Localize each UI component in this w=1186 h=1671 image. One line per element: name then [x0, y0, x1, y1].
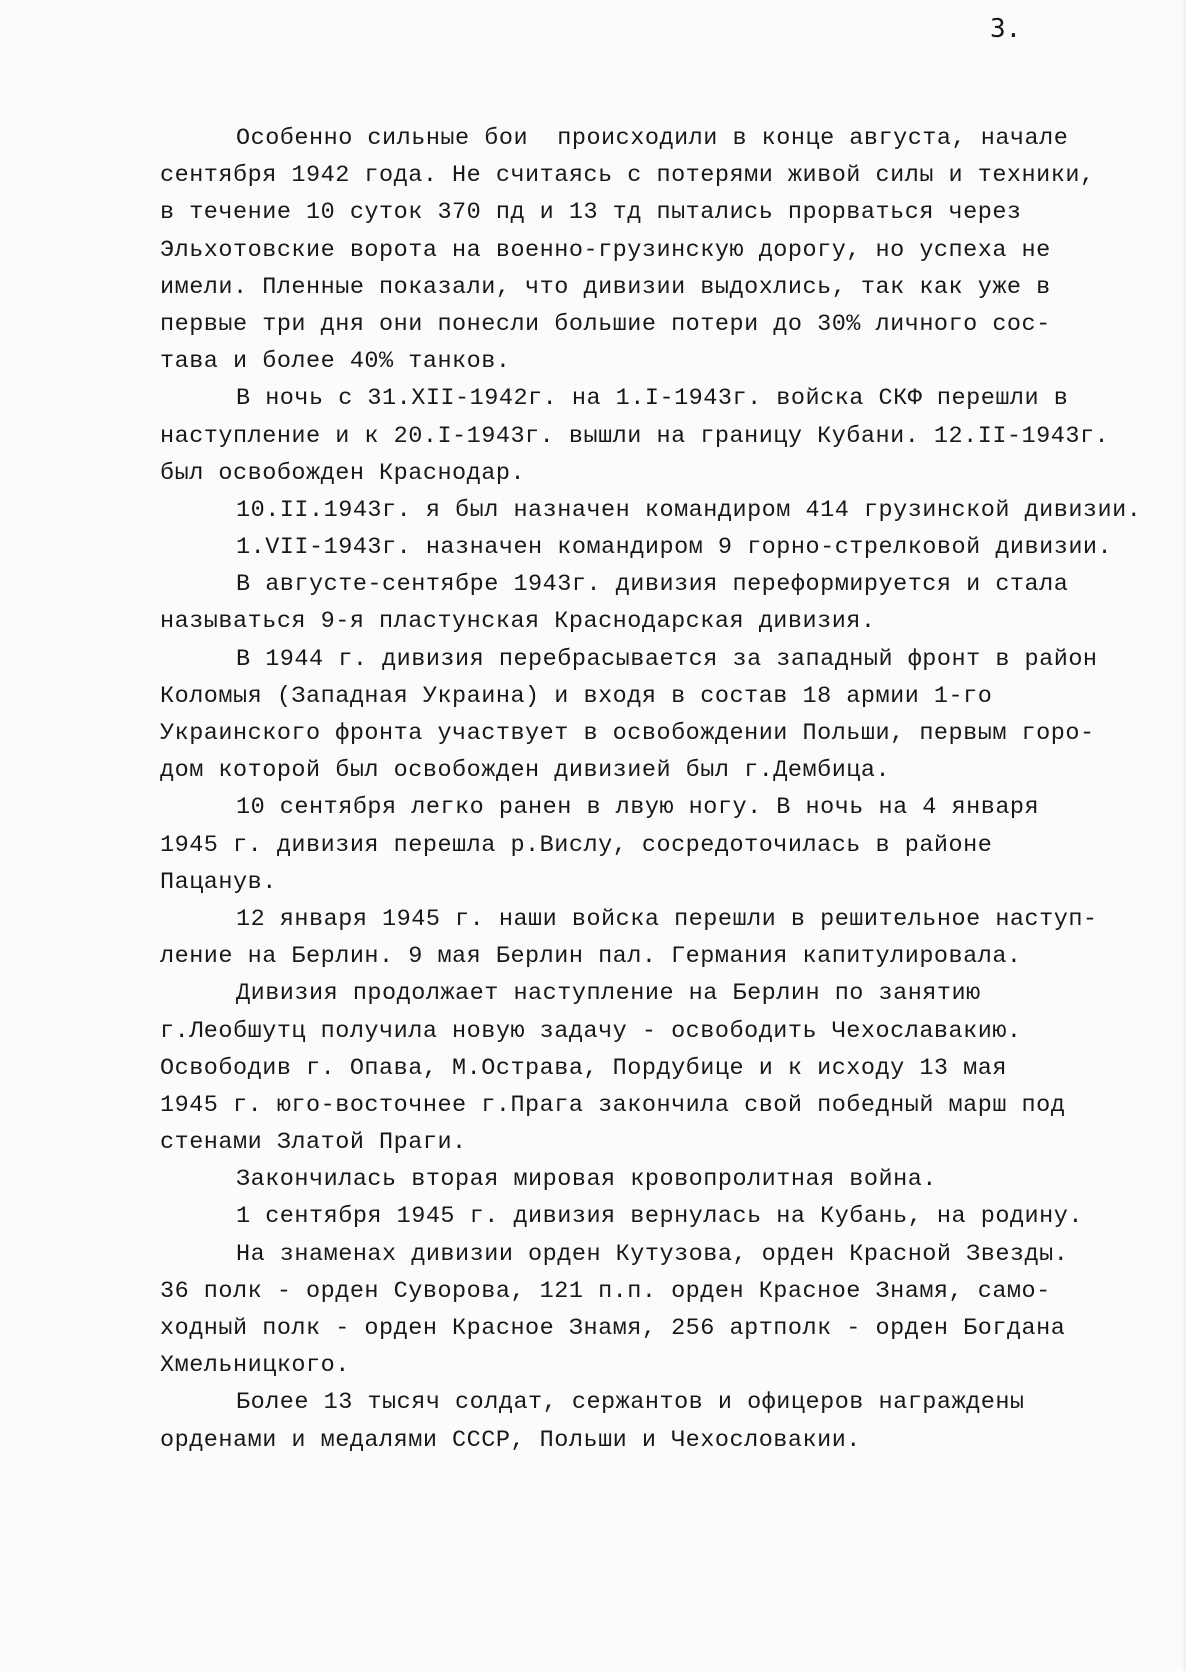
text-line: Пацанув. — [160, 868, 277, 896]
text-line: Украинского фронта участвует в освобождении Польши, первым горо- — [160, 720, 1095, 747]
text-line: Закончилась вторая мировая кровопролитная война. — [236, 1166, 937, 1194]
text-line: называться 9-я пластунская Краснодарская дивизия. — [160, 608, 876, 636]
text-line: Более 13 тысяч солдат, сержантов и офицеров награждены — [236, 1389, 1025, 1417]
text-line: 1.VII-1943г. назначен командиром 9 горно-стрелковой дивизии. — [236, 534, 1113, 562]
text-line: 36 полк - орден Суворова, 121 п.п. орден Красное Знамя, само- — [160, 1277, 1051, 1305]
text-line: сентября 1942 года. Не считаясь с потерями живой силы и техники, — [160, 162, 1095, 190]
text-line: ление на Берлин. 9 мая Берлин пал. Германия капитулировала. — [160, 943, 1022, 971]
text-line: наступление и к 20.I-1943г. вышли на границу Кубани. 12.II-1943г. — [160, 422, 1110, 450]
text-line: 10 сентября легко ранен в лвую ногу. В ночь на 4 января — [236, 794, 1040, 822]
text-line: Коломыя (Западная Украина) и входя в состав 18 армии 1-го — [160, 682, 993, 710]
text-line: Особенно сильные бои происходили в конце августа, начале — [236, 125, 1069, 152]
text-line: в течение 10 суток 370 пд и 13 тд пытались прорваться через — [160, 199, 1022, 227]
page-edge-shadow — [1182, 0, 1186, 1671]
text-line: дом которой был освобожден дивизией был г.Дембица. — [160, 757, 891, 785]
text-line: 10.II.1943г. я был назначен командиром 414 грузинской дивизии. — [236, 496, 1142, 524]
text-line: На знаменах дивизии орден Кутузова, орден Красной Звезды. — [236, 1240, 1069, 1268]
text-line: тава и более 40% танков. — [160, 348, 511, 376]
text-line: В ночь с 31.XII-1942г. на 1.I-1943г. войска СКФ перешли в — [236, 385, 1069, 413]
text-line: г.Леобшутц получила новую задачу - освободить Чехославакию. — [160, 1017, 1022, 1045]
text-line: был освобожден Краснодар. — [160, 459, 526, 487]
text-line: Дивизия продолжает наступление на Берлин по занятию — [236, 980, 981, 1008]
text-line: Эльхотовские ворота на военно-грузинскую дорогу, но успеха не — [160, 236, 1051, 264]
text-line: В августе-сентябре 1943г. дивизия переформируется и стала — [236, 571, 1069, 599]
text-line: первые три дня они понесли большие потери до 30% личного сос- — [160, 310, 1051, 338]
text-line: 1945 г. юго-восточнее г.Прага закончила свой победный марш под — [160, 1091, 1066, 1119]
text-line: Освободив г. Опава, М.Острава, Пордубице и к исходу 13 мая — [160, 1054, 1007, 1082]
text-line: ходный полк - орден Красное Знамя, 256 артполк - орден Богдана — [160, 1315, 1066, 1342]
text-line: 1945 г. дивизия перешла р.Вислу, сосредоточилась в районе — [160, 831, 993, 859]
text-line: 12 января 1945 г. наши войска перешли в решительное наступ- — [236, 905, 1098, 933]
text-line: В 1944 г. дивизия перебрасывается за западный фронт в район — [236, 645, 1098, 673]
text-line: орденами и медалями СССР, Польши и Чехословакии. — [160, 1426, 861, 1454]
text-line: имели. Пленные показали, что дивизии выдохлись, так как уже в — [160, 273, 1051, 301]
document-body — [160, 120, 1170, 1459]
text-line: 1 сентября 1945 г. дивизия вернулась на Кубань, на родину. — [236, 1203, 1083, 1231]
text-line: Хмельницкого. — [160, 1352, 350, 1380]
text-line: стенами Златой Праги. — [160, 1129, 467, 1157]
page-number: 3. — [990, 14, 1022, 44]
